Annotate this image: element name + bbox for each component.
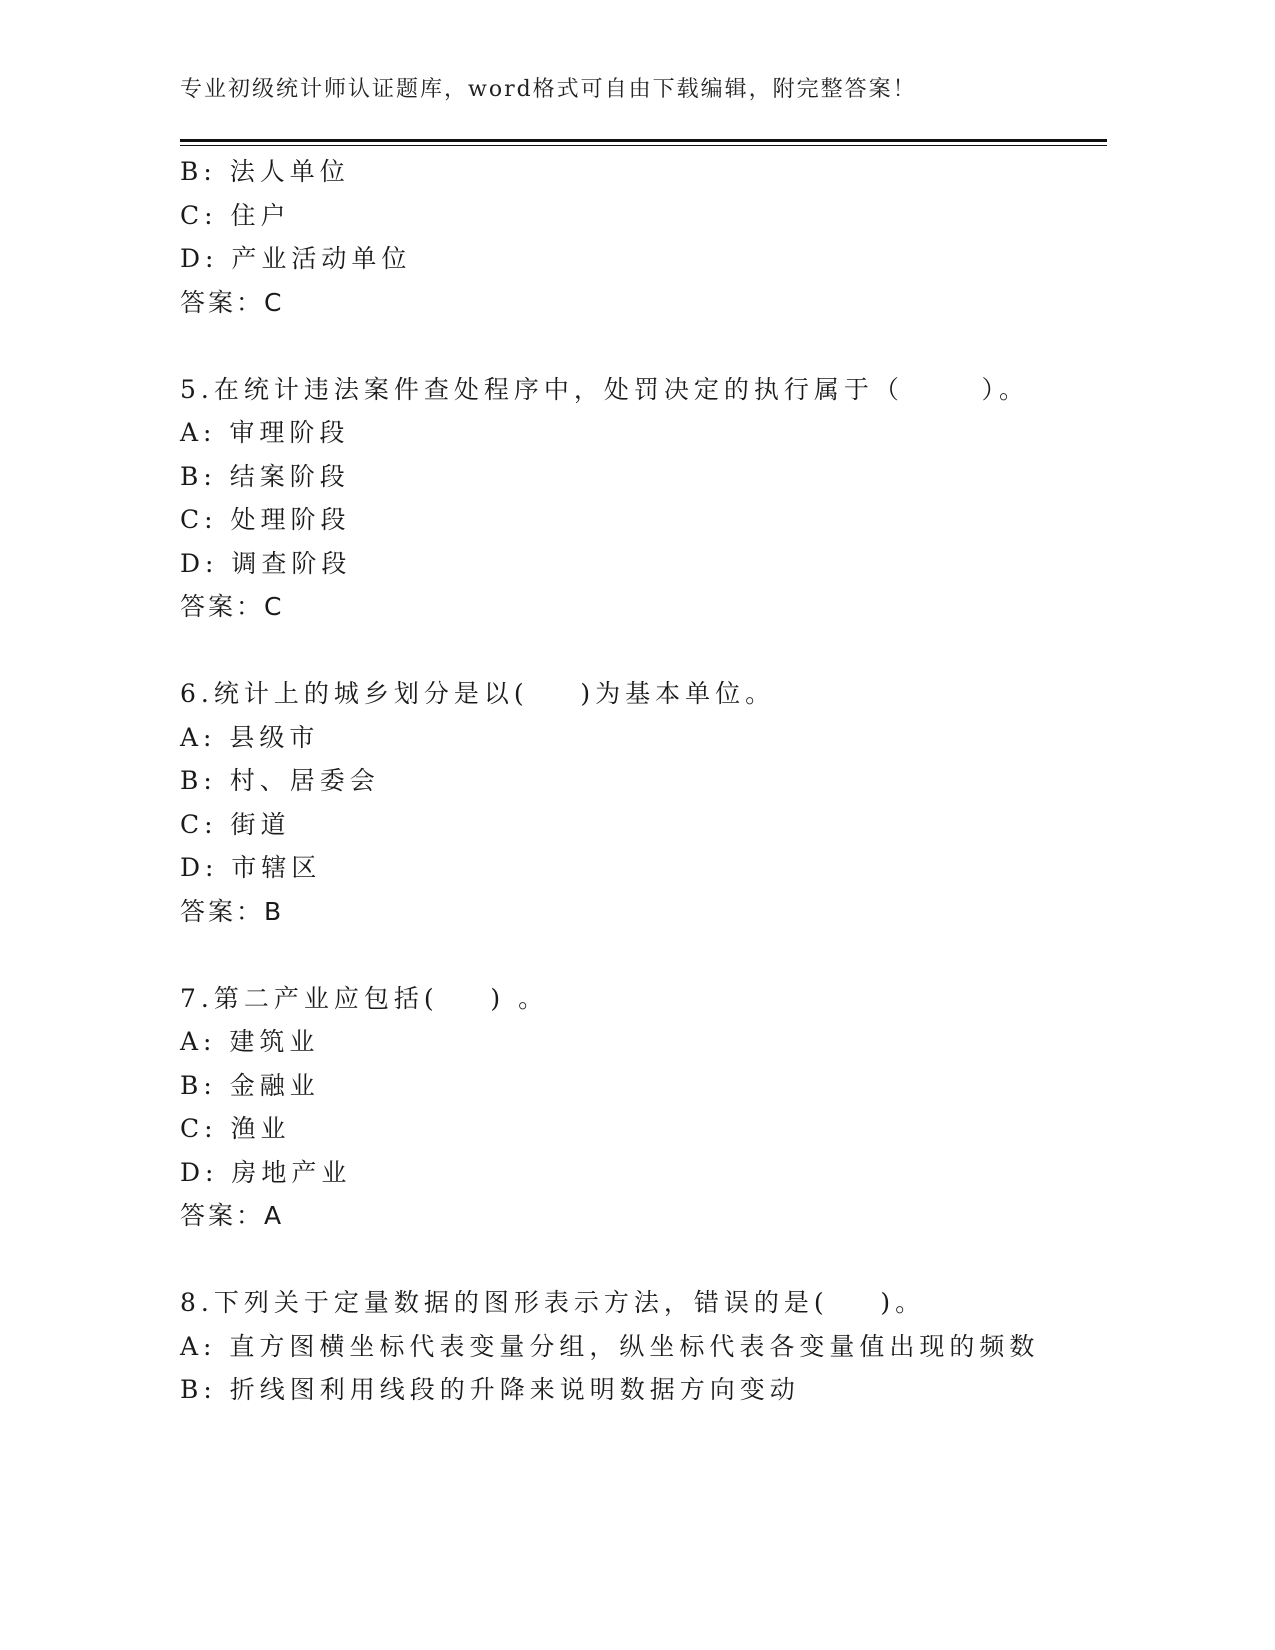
question-8 [180,1281,1130,1412]
option-a: A: 县级市 [180,722,320,752]
option-a: A: 审理阶段 [180,418,350,447]
question-stem: 8.下列关于定量数据的图形表示方法，错误的是( )。 [180,1288,926,1317]
header-rule-thick [180,139,1107,142]
question-4 [180,150,1130,324]
question-stem: 6.统计上的城乡划分是以( )为基本单位。 [180,679,776,708]
option-d: D: 产业活动单位 [180,244,412,273]
question-6 [180,672,1130,933]
option-c: C: 处理阶段 [180,505,351,534]
option-c: C: 住户 [180,200,291,230]
answer: 答案：B [180,896,285,926]
option-b: B: 折线图利用线段的升降来说明数据方向变动 [180,1375,800,1404]
question-7 [180,977,1130,1238]
option-b: B: 法人单位 [180,157,350,186]
header-rule-thin [180,145,1107,146]
option-d: D: 房地产业 [180,1157,352,1187]
question-5 [180,368,1130,629]
option-d: D: 调查阶段 [180,548,352,578]
option-b: B: 村、居委会 [180,766,380,795]
option-a: A: 建筑业 [180,1027,320,1056]
answer: 答案：C [180,592,285,621]
answer: 答案：C [180,287,285,317]
question-list [180,150,1130,1412]
page-header: 专业初级统计师认证题库，word格式可自由下载编辑，附完整答案！ [180,77,917,102]
option-b: B: 金融业 [180,1070,320,1100]
option-b: B: 结案阶段 [180,461,350,491]
question-stem: 5.在统计违法案件查处程序中，处罚决定的执行属于（ ）。 [180,374,1030,404]
answer: 答案：A [180,1201,285,1230]
option-c: C: 渔业 [180,1114,291,1143]
option-c: C: 街道 [180,809,291,839]
question-stem: 7.第二产业应包括( ) 。 [180,983,549,1013]
option-d: D: 市辖区 [180,853,322,882]
option-a: A: 直方图横坐标代表变量分组，纵坐标代表各变量值出现的频数 [180,1331,1040,1361]
